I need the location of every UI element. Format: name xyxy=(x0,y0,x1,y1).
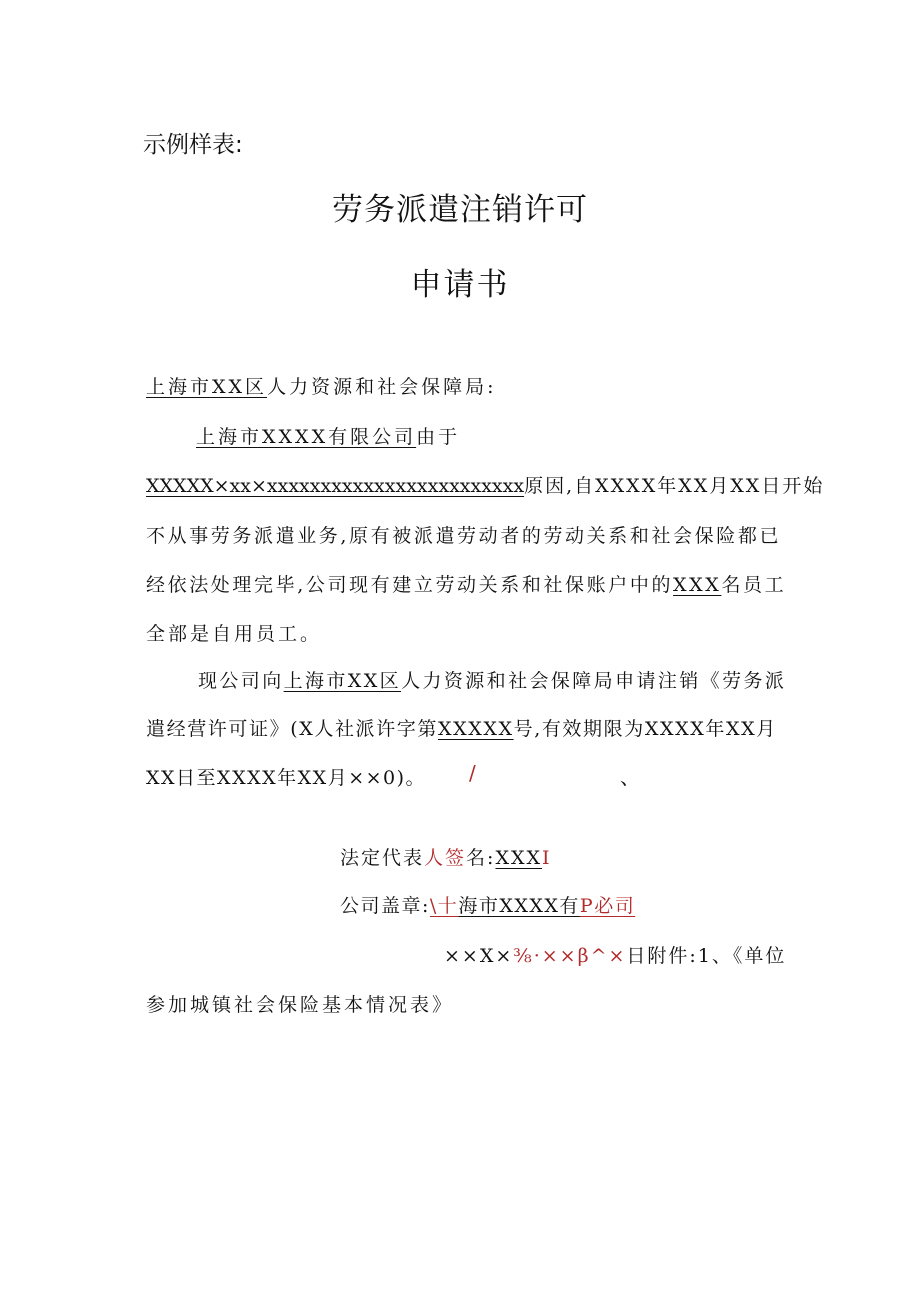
line4-post: 名员工 xyxy=(721,574,787,596)
date-attachment-line xyxy=(444,941,786,968)
addressee-bureau: 人力资源和社会保障局: xyxy=(267,376,497,398)
sig-value-red: I xyxy=(542,847,552,869)
sig-label-red: 人签 xyxy=(424,847,467,869)
paragraph2-line2 xyxy=(146,714,777,741)
stray-comma-mark: 、 xyxy=(620,765,640,789)
reason-placeholder: XXXXX×xx×xxxxxxxxxxxxxxxxxxxxxxxx xyxy=(146,475,525,497)
p2-pre: 现公司向 xyxy=(198,670,284,692)
sig-label-a: 法定代表 xyxy=(340,847,425,869)
paragraph2-line3: XX日至XXXX年XX月××0)。 xyxy=(146,767,427,789)
attachment-line2: 参加城镇社会保险基本情况表》 xyxy=(146,994,455,1016)
p2-line2-post: 号,有效期限为XXXX年XX月 xyxy=(513,718,777,740)
date-a: ××X× xyxy=(444,945,514,967)
seal-value-c: P必司 xyxy=(579,895,636,917)
document-title: 劳务派遣注销许可 xyxy=(332,192,588,228)
document-subtitle: 申请书 xyxy=(410,267,510,303)
company-seal-line xyxy=(340,891,635,918)
reason-rest: 原因,自XXXX年XX月XX日开始 xyxy=(524,475,825,497)
example-label: 示例样表: xyxy=(143,132,243,158)
paragraph1-line2 xyxy=(146,471,824,498)
legal-rep-signature-line xyxy=(340,843,552,870)
sig-label-b: 名: xyxy=(466,847,496,869)
sig-value: XXX xyxy=(495,847,543,869)
seal-label: 公司盖章: xyxy=(340,895,430,917)
seal-value-a: \十 xyxy=(429,895,459,917)
addressee-district: 上海市XX区 xyxy=(146,376,268,398)
license-number: XXXXX xyxy=(437,718,514,740)
addressee-line xyxy=(146,372,496,399)
line4-pre: 经依法处理完毕,公司现有建立劳动关系和社保账户中的 xyxy=(146,574,674,596)
paragraph1-line5: 全部是自用员工。 xyxy=(146,623,323,645)
paragraph1-line4 xyxy=(146,570,786,597)
p2-rest: 人力资源和社会保障局申请注销《劳务派 xyxy=(401,670,787,692)
date-b: 日附件:1、《单位 xyxy=(626,945,787,967)
paragraph2-line1 xyxy=(198,666,786,693)
employee-count: XXX xyxy=(673,574,722,596)
paragraph1-line3: 不从事劳务派遣业务,原有被派遣劳动者的劳动关系和社会保险都已 xyxy=(146,525,782,547)
due-to-text: 由于 xyxy=(416,426,461,448)
p2-line2-pre: 遣经营许可证》(X人社派许字第 xyxy=(146,718,438,740)
p2-district: 上海市XX区 xyxy=(283,670,402,692)
red-slash-mark: / xyxy=(469,761,476,785)
date-red: ⅜·××β^× xyxy=(513,945,627,967)
seal-value-b: 海市XXXX有 xyxy=(458,895,580,917)
paragraph1-line1 xyxy=(196,422,460,449)
company-name: 上海市XXXX有限公司 xyxy=(196,426,417,448)
